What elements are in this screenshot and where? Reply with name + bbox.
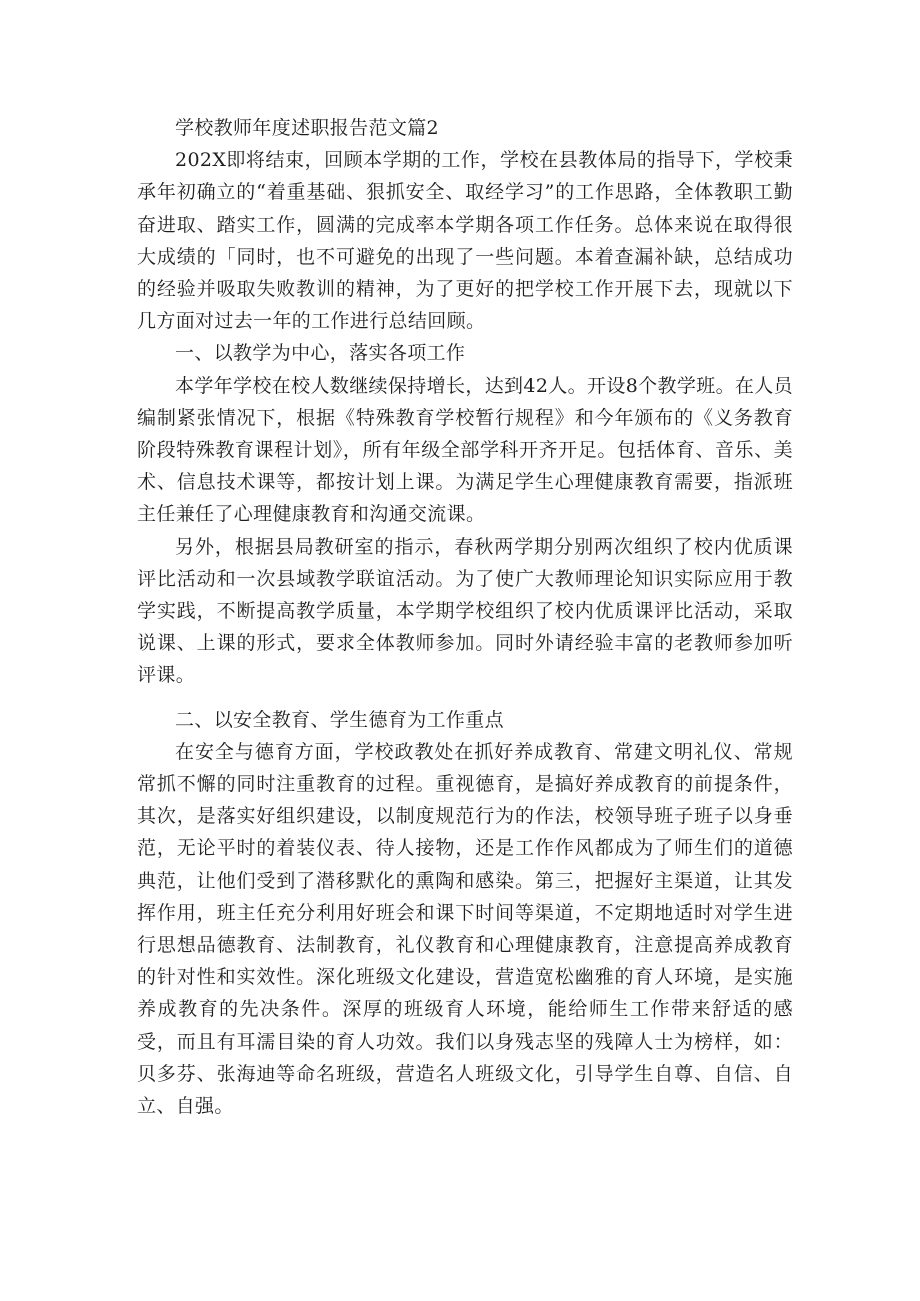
document-title: 学校教师年度述职报告范文篇2	[175, 117, 439, 139]
section-heading-safety: 二、以安全教育、学生德育为工作重点	[175, 708, 504, 731]
paragraph-intro: 202X即将结束，回顾本学期的工作，学校在县教体局的指导下，学校秉承年初确立的“着重基础、狠抓安全、取经学习”的工作思路，全体教职工勤奋进取、踏实工作，圆满的完成率本学期各项工作任务。总体来说在取得很大成绩的「同时，也不可避免的出现了一些问题。本着查漏补缺，总结成功的经验并吸取失败教训的精神，为了更好的把学校工作开展下去，现就以下几方面对过去一年的工作进行总结回顾。	[137, 149, 793, 333]
document-body	[137, 112, 793, 1122]
paragraph-teaching: 本学年学校在校人数继续保持增长，达到42人。开设8个教学班。在人员编制紧张情况下，根据《特殊教育学校暂行规程》和今年颁布的《义务教育阶段特殊教育课程计划》，所有年级全部学科开齐开足。包括体育、音乐、美术、信息技术课等，都按计划上课。为满足学生心理健康教育需要，指派班主任兼任了心理健康教育和沟通交流课。	[137, 374, 793, 526]
paragraph-teaching-research: 另外，根据县局教研室的指示，春秋两学期分别两次组织了校内优质课评比活动和一次县域教学联谊活动。为了使广大教师理论知识实际应用于教学实践，不断提高教学质量，本学期学校组织了校内优质课评比活动，采取说课、上课的形式，要求全体教师参加。同时外请经验丰富的老教师参加听评课。	[137, 535, 793, 687]
paragraph-safety-moral: 在安全与德育方面，学校政教处在抓好养成教育、常建文明礼仪、常规常抓不懈的同时注重教育的过程。重视德育，是搞好养成教育的前提条件，其次，是落实好组织建设，以制度规范行为的作法，校领导班子班子以身垂范，无论平时的着装仪表、待人接物，还是工作作风都成为了师生们的道德典范，让他们受到了潜移默化的熏陶和感染。第三，把握好主渠道，让其发挥作用，班主任充分利用好班会和课下时间等渠道，不定期地适时对学生进行思想品德教育、法制教育，礼仪教育和心理健康教育，注意提高养成教育的针对性和实效性。深化班级文化建设，营造宽松幽雅的育人环境，是实施养成教育的先决条件。深厚的班级育人环境，能给师生工作带来舒适的感受，而且有耳濡目染的育人功效。我们以身残志坚的残障人士为榜样，如：贝多芬、张海迪等命名班级，营造名人班级文化，引导学生自尊、自信、自立、自强。	[137, 740, 793, 1118]
section-heading-teaching: 一、以教学为中心，落实各项工作	[175, 342, 466, 365]
